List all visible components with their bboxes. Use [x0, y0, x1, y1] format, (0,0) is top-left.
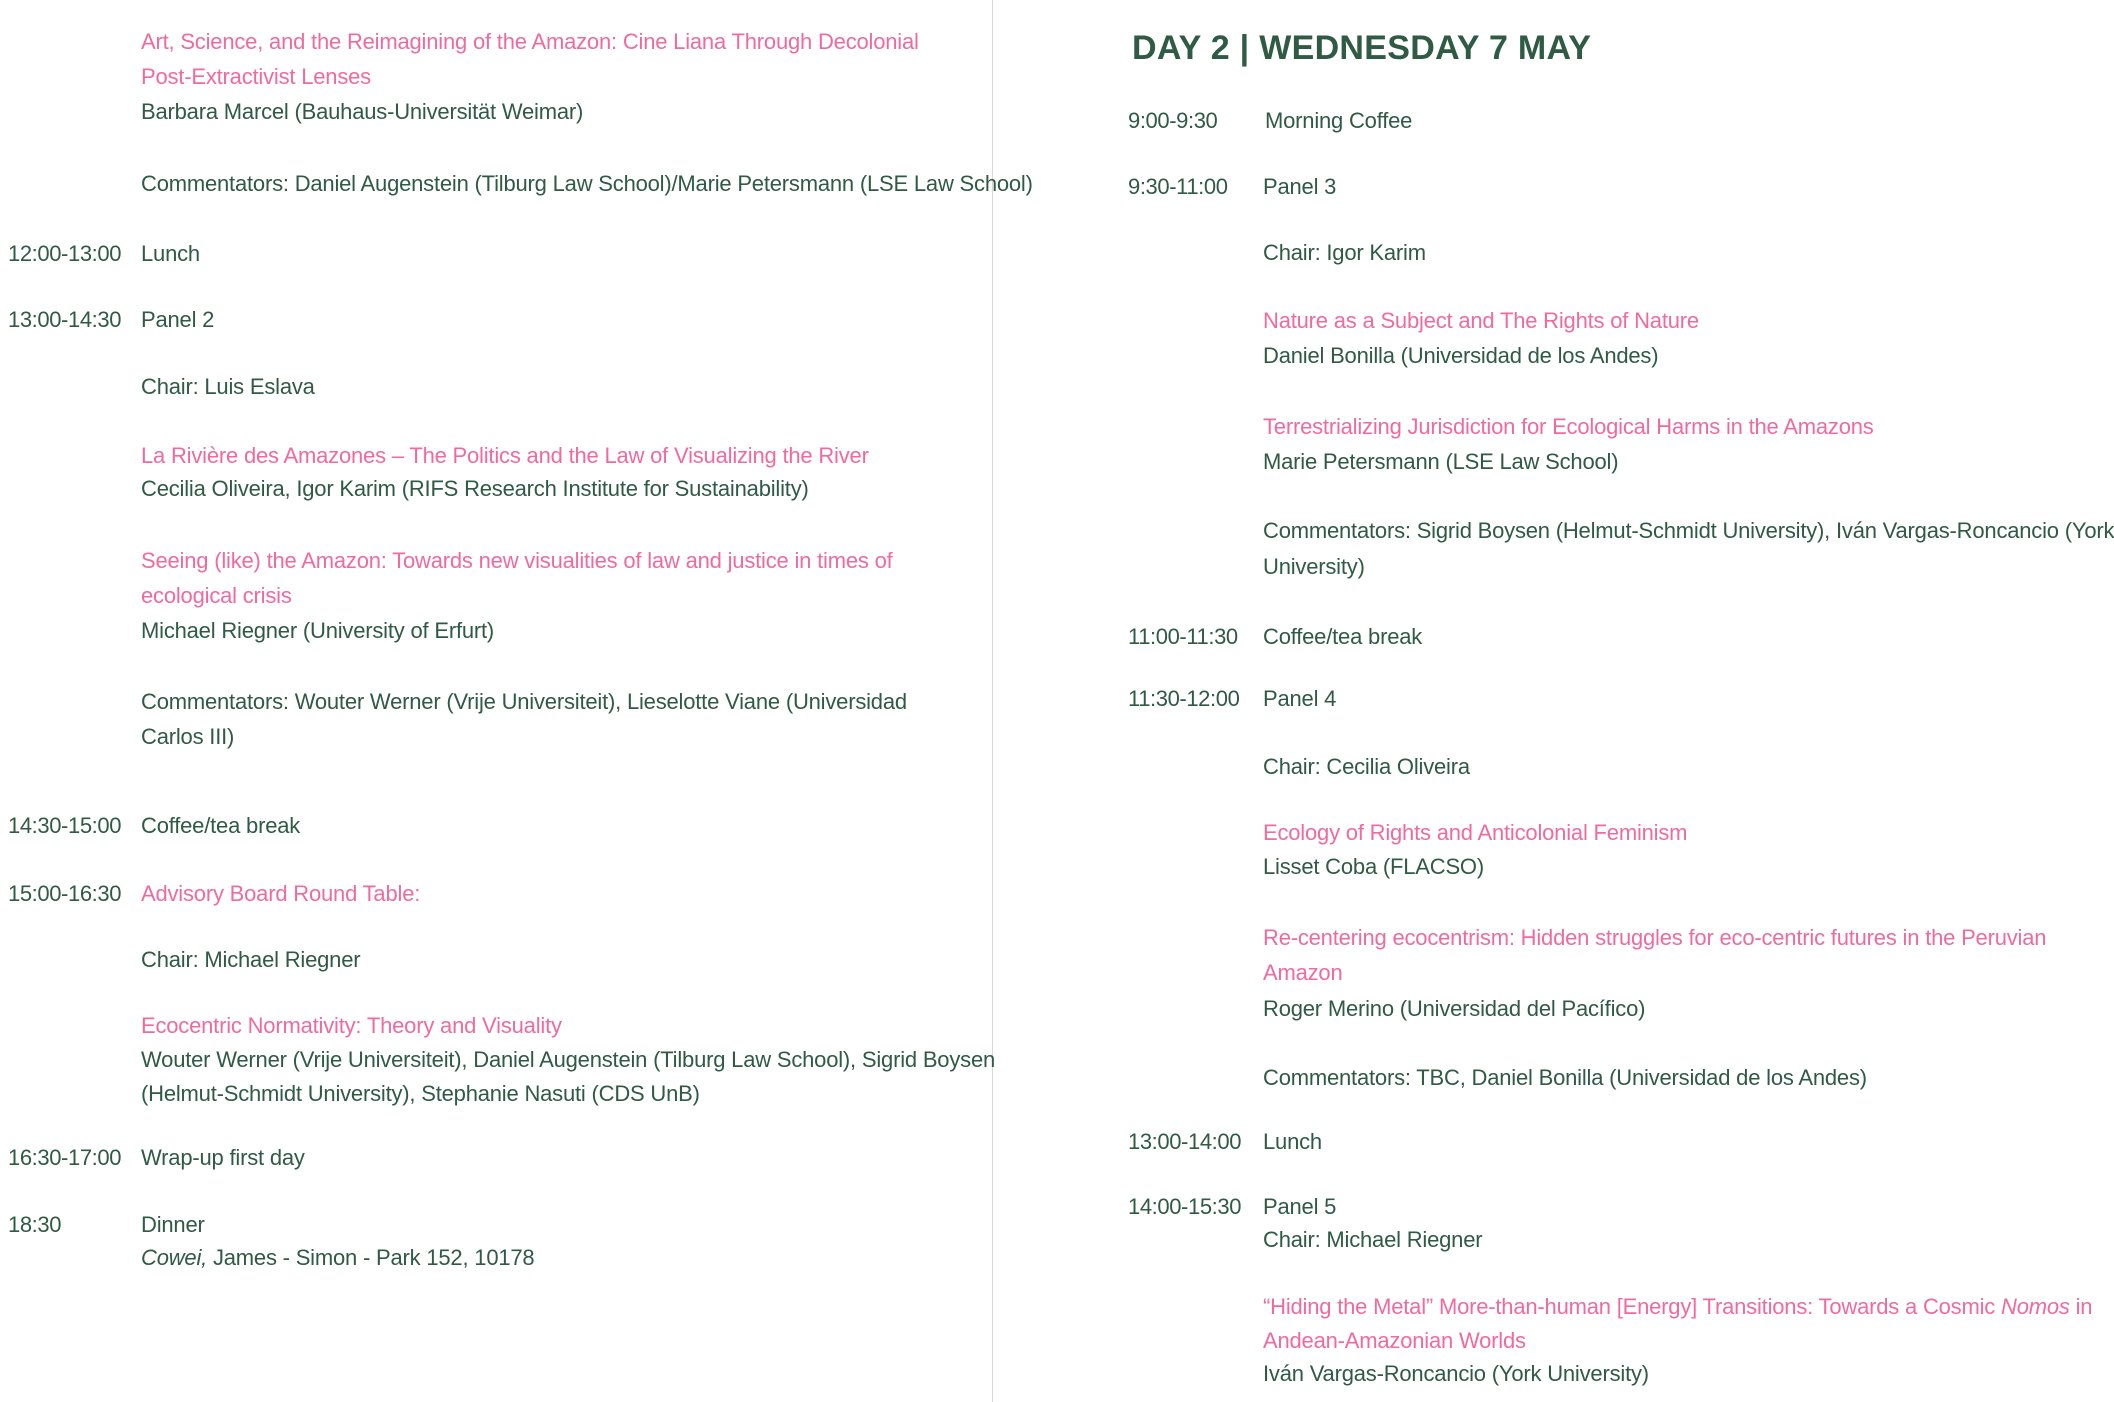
commentators: Commentators: Sigrid Boysen (Helmut-Schmidt University), Iván Vargas-Roncancio (York [1263, 518, 2114, 543]
talk-title-italic: Nomos [2001, 1294, 2070, 1319]
talk-speaker: Daniel Bonilla (Universidad de los Andes) [1263, 343, 1659, 368]
time-slot: 11:00-11:30 [1128, 624, 1238, 649]
talk-title: Nature as a Subject and The Rights of Nature [1263, 308, 1699, 333]
talk-title: ecological crisis [141, 583, 292, 608]
talk-title: Seeing (like) the Amazon: Towards new visualities of law and justice in times of [141, 548, 893, 573]
session-label: Coffee/tea break [1263, 624, 1423, 649]
left-column [0, 0, 1033, 1402]
time-slot: 9:30-11:00 [1128, 174, 1228, 199]
talk-speaker: Cecilia Oliveira, Igor Karim (RIFS Research Institute for Sustainability) [141, 476, 809, 501]
session-chair: Chair: Michael Riegner [1263, 1227, 1483, 1252]
talk-speaker: Barbara Marcel (Bauhaus-Universität Weimar) [141, 99, 584, 124]
talk-speaker: Iván Vargas-Roncancio (York University) [1263, 1361, 1649, 1386]
talk-title: Art, Science, and the Reimagining of the Amazon: Cine Liana Through Decolonial [141, 29, 919, 54]
dinner-venue [141, 1240, 534, 1275]
session-label: Lunch [141, 241, 200, 266]
venue-name: Cowei, [141, 1245, 208, 1270]
talk-title: Andean-Amazonian Worlds [1263, 1328, 1526, 1353]
talk-speaker: Lisset Coba (FLACSO) [1263, 854, 1484, 879]
session-label: Lunch [1263, 1129, 1322, 1154]
commentators: Commentators: TBC, Daniel Bonilla (Universidad de los Andes) [1263, 1065, 1867, 1090]
talk-title-part: “Hiding the Metal” More-than-human [Energy] Transitions: Towards a Cosmic [1263, 1294, 2001, 1319]
time-slot: 15:00-16:30 [8, 881, 122, 906]
commentators: University) [1263, 554, 1365, 579]
time-slot: 13:00-14:30 [8, 307, 122, 332]
talk-title [1263, 1289, 2092, 1324]
talk-title: Ecology of Rights and Anticolonial Feminism [1263, 820, 1688, 845]
commentators: Commentators: Wouter Werner (Vrije Universiteit), Lieselotte Viane (Universidad [141, 689, 907, 714]
talk-speaker: Roger Merino (Universidad del Pacífico) [1263, 996, 1646, 1021]
talk-speaker: (Helmut-Schmidt University), Stephanie Nasuti (CDS UnB) [141, 1081, 700, 1106]
session-label: Panel 4 [1263, 686, 1337, 711]
day-title: DAY 2 | WEDNESDAY 7 MAY [1132, 29, 1592, 67]
talk-title: Terrestrializing Jurisdiction for Ecological Harms in the Amazons [1263, 414, 1874, 439]
time-slot: 11:30-12:00 [1128, 686, 1240, 711]
session-label: Morning Coffee [1265, 108, 1413, 133]
time-slot: 14:00-15:30 [1128, 1194, 1242, 1219]
talk-speaker: Marie Petersmann (LSE Law School) [1263, 449, 1619, 474]
session-label: Coffee/tea break [141, 813, 301, 838]
session-chair: Chair: Luis Eslava [141, 374, 315, 399]
time-slot: 9:00-9:30 [1128, 108, 1218, 133]
session-chair: Chair: Cecilia Oliveira [1263, 754, 1470, 779]
session-chair: Chair: Michael Riegner [141, 947, 361, 972]
commentators: Commentators: Daniel Augenstein (Tilburg Law School)/Marie Petersmann (LSE Law School) [141, 171, 1033, 196]
talk-title: Re-centering ecocentrism: Hidden struggles for eco-centric futures in the Peruvian [1263, 925, 2047, 950]
time-slot: 16:30-17:00 [8, 1145, 122, 1170]
session-label: Dinner [141, 1212, 205, 1237]
talk-title: La Rivière des Amazones – The Politics and the Law of Visualizing the River [141, 443, 869, 468]
time-slot: 13:00-14:00 [1128, 1129, 1242, 1154]
session-label: Panel 2 [141, 307, 215, 332]
time-slot: 18:30 [8, 1212, 62, 1237]
time-slot: 14:30-15:00 [8, 813, 122, 838]
talk-title: Ecocentric Normativity: Theory and Visuality [141, 1013, 562, 1038]
talk-title: Amazon [1263, 960, 1343, 985]
session-label: Advisory Board Round Table: [141, 881, 421, 906]
session-label: Panel 5 [1263, 1194, 1337, 1219]
time-slot: 12:00-13:00 [8, 241, 122, 266]
talk-speaker: Wouter Werner (Vrije Universiteit), Daniel Augenstein (Tilburg Law School), Sigrid Boysen [141, 1047, 996, 1072]
talk-title-part: in [2069, 1294, 2093, 1319]
venue-address: James - Simon - Park 152, 10178 [207, 1245, 535, 1270]
commentators: Carlos III) [141, 724, 235, 749]
session-chair: Chair: Igor Karim [1263, 240, 1426, 265]
column-divider [992, 0, 993, 1402]
talk-speaker: Michael Riegner (University of Erfurt) [141, 618, 495, 643]
session-label: Panel 3 [1263, 174, 1337, 199]
right-column [995, 0, 2114, 1402]
session-label: Wrap-up first day [141, 1145, 305, 1170]
talk-title: Post-Extractivist Lenses [141, 64, 371, 89]
